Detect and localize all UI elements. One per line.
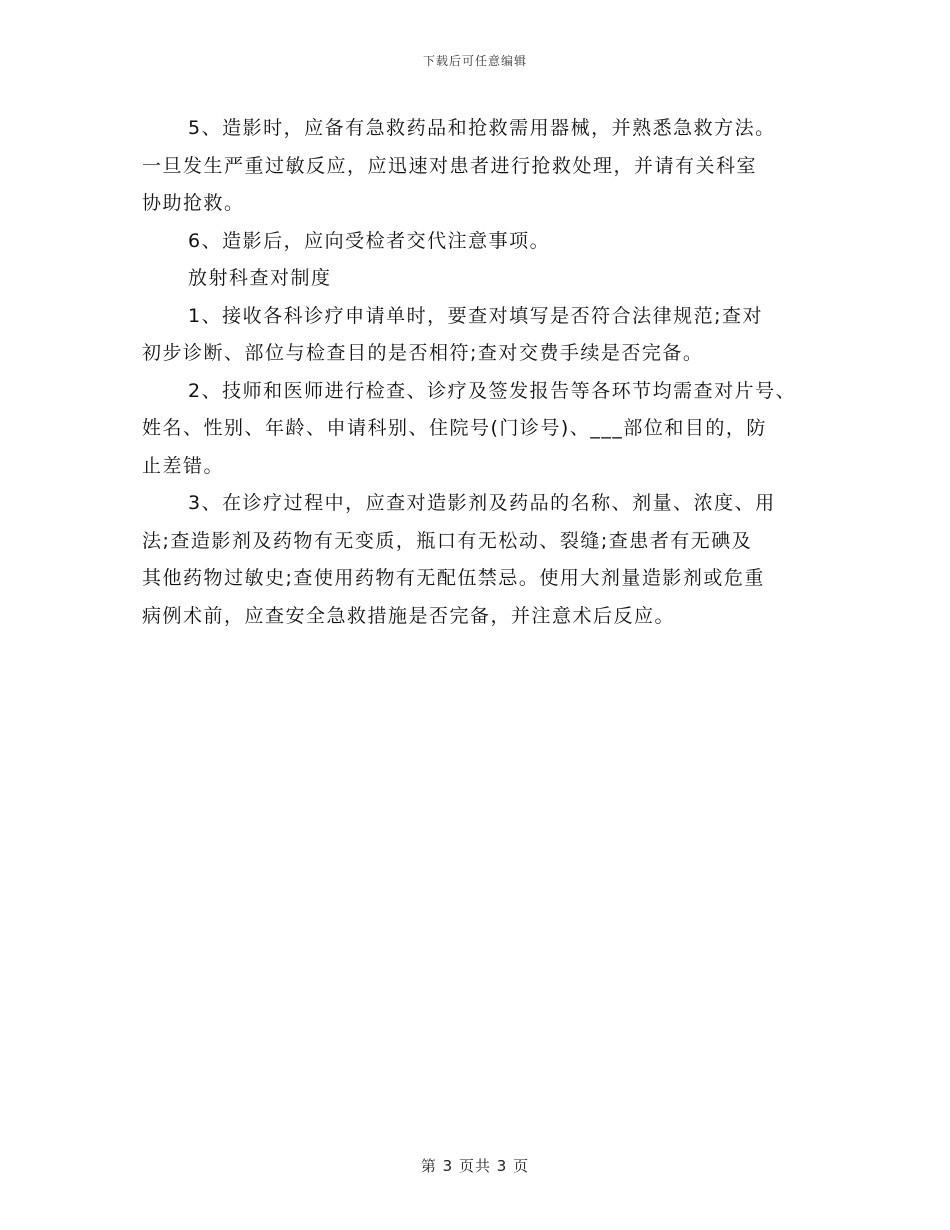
- paragraph-line: 其他药物过敏史;查使用药物有无配伍禁忌。使用大剂量造影剂或危重: [142, 567, 765, 589]
- paragraph-line: 6、造影后，应向受检者交代注意事项。: [188, 229, 551, 252]
- paragraph-item-1: [142, 298, 807, 373]
- paragraph-line: 3、在诊疗过程中，应查对造影剂及药品的名称、剂量、浓度、用: [188, 492, 776, 514]
- paragraph-line: 止差错。: [142, 454, 225, 477]
- paragraph-item-6: [142, 223, 807, 261]
- paragraph-item-2: [142, 373, 807, 486]
- paragraph-line: 2、技师和医师进行检查、诊疗及签发报告等各环节均需查对片号、: [188, 379, 797, 402]
- paragraph-line: 一旦发生严重过敏反应，应迅速对患者进行抢救处理，并请有关科室: [142, 154, 758, 177]
- paragraph-line: 法;查造影剂及药物有无变质，瓶口有无松动、裂缝;查患者有无碘及: [142, 529, 753, 552]
- paragraph-line: 协助抢救。: [142, 192, 245, 214]
- paragraph-line: 5、造影时，应备有急救药品和抢救需用器械，并熟悉急救方法。: [188, 117, 776, 139]
- paragraph-line: 1、接收各科诊疗申请单时，要查对填写是否符合法律规范;查对: [188, 304, 763, 327]
- paragraph-item-5: [142, 110, 807, 223]
- document-body: [142, 110, 807, 635]
- paragraph-line: 初步诊断、部位与检查目的是否相符;查对交费手续是否完备。: [142, 342, 704, 364]
- section-title: 放射科查对制度: [188, 267, 332, 289]
- paragraph-item-3: [142, 485, 807, 635]
- section-heading: [142, 260, 807, 298]
- page-header: 下载后可任意编辑: [422, 54, 527, 68]
- page-number-footer: 第 3 页共 3 页: [420, 1157, 530, 1175]
- paragraph-line: 病例术前，应查安全急救措施是否完备，并注意术后反应。: [142, 604, 676, 627]
- paragraph-line: 姓名、性别、年龄、申请科别、住院号(门诊号)、___部位和目的，防: [142, 417, 767, 439]
